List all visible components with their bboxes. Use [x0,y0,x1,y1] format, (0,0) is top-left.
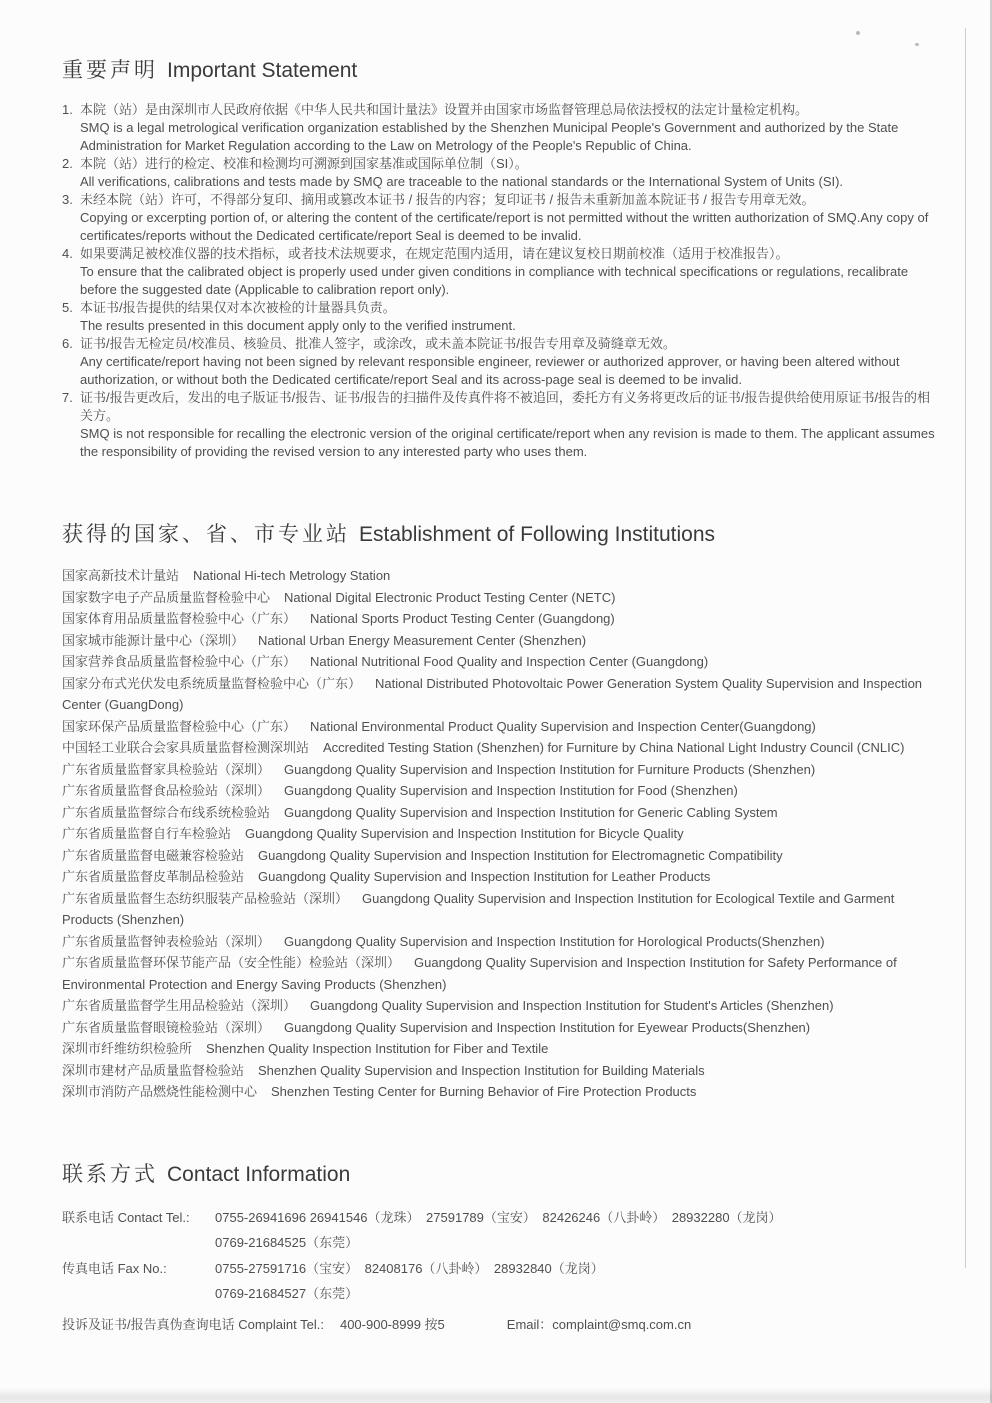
institution-en: Guangdong Quality Supervision and Inspection Institution for Bicycle Quality [245,826,684,841]
important-statement-title-en: Important Statement [167,59,358,82]
institution-item [62,780,938,802]
institution-item [62,587,938,609]
contact-title-en: Contact Information [167,1162,351,1186]
complaint-email [507,1312,691,1337]
contact-title [62,1158,938,1188]
institution-item [62,1017,938,1039]
institution-en: Guangdong Quality Supervision and Inspection Institution for Student's Articles (Shenzhen) [310,998,834,1013]
statement-text-zh: 本院（站）进行的检定、校准和检测均可溯源到国家基准或国际单位制（SI）。 [80,156,528,171]
institution-zh: 广东省质量监督自行车检验站 [62,826,232,841]
institution-item [62,1038,938,1060]
institution-item [62,802,938,824]
contact-rows [62,1205,938,1337]
statement-text-zh: 证书/报告更改后，发出的电子版证书/报告、证书/报告的扫描件及传真件将不被追回，委托方有义务将更改后的证书/报告提供给使用原证书/报告的相关方。 [80,390,931,423]
institution-item [62,1060,938,1082]
institution-zh: 广东省质量监督学生用品检验站（深圳） [62,998,297,1013]
institution-zh: 国家分布式光伏发电系统质量监督检验中心（广东） [62,675,362,691]
statement-text-en: SMQ is a legal metrological verification organization established by the Shenzhen Municipal People's Government and authorized by the State Administration for Market Regulation according to the Law on Metrology of the People's Republic of China. [80,120,899,153]
institution-en: National Hi-tech Metrology Station [193,568,391,583]
institution-en: Guangdong Quality Supervision and Inspection Institution for Furniture Products (Shenzhen) [284,761,816,777]
institution-item [62,866,938,888]
statement-text-en: All verifications, calibrations and tests made by SMQ are traceable to the national standards or the International System of Units (SI). [80,174,844,189]
institution-en: Shenzhen Testing Center for Burning Behavior of Fire Protection Products [271,1084,697,1099]
institutions-title-zh: 获得的国家、省、市专业站 [62,523,350,546]
institution-item [62,952,938,995]
email-label: Email： [506,1316,553,1332]
institution-item [62,759,938,781]
institution-en: Accredited Testing Station (Shenzhen) for Furniture by China National Light Industry Council (CNLIC) [323,740,905,755]
statement-item-3 [62,191,938,245]
institution-zh: 广东省质量监督综合布线系统检验站 [62,804,271,820]
statement-text-en: Any certificate/report having not been signed by relevant responsible engineer, reviewer or authorized approver, or having been altered without authorization, or without both the Dedicated certificate/report Seal and its across-page seal is deemed to be invalid. [80,354,900,387]
contact-fax-line2: 0769-21684527（东莞） [215,1285,359,1301]
institutions-section [62,518,938,1103]
institution-item [62,995,938,1017]
statement-text-zh: 如果要满足被校准仪器的技术指标，或者技术法规要求，在规定范围内适用，请在建议复校日期前校准（适用于校准报告）。 [80,246,789,261]
complaint-label: 投诉及证书/报告真伪查询电话 Complaint Tel.: [62,1316,324,1332]
statement-text-en: Copying or excerpting portion of, or altering the content of the certificate/report is not permitted without the written authorization of SMQ.Any copy of certificates/reports without the Dedicated certificate/report Seal is deemed to be invalid. [80,210,929,243]
contact-title-zh: 联系方式 [62,1162,158,1186]
institution-en: National Sports Product Testing Center (Guangdong) [310,611,615,626]
statement-item-7 [62,389,938,461]
institution-en: Guangdong Quality Supervision and Inspection Institution for Electromagnetic Compatibility [258,847,783,863]
institution-en: Guangdong Quality Supervision and Inspection Institution for Eyewear Products(Shenzhen) [284,1019,811,1035]
complaint-tel-number: 400-900-8999 按5 [339,1316,445,1332]
institution-zh: 广东省质量监督皮革制品检验站 [62,869,245,884]
institution-zh: 广东省质量监督家具检验站（深圳） [62,761,271,777]
statement-number: 1. [62,102,73,117]
institution-zh: 国家数字电子产品质量监督检验中心 [62,589,271,605]
institution-en: National Environmental Product Quality Supervision and Inspection Center(Guangdong) [310,718,816,734]
contact-fax-line1: 0755-27591716（宝安） 82408176（八卦岭） 28932840（龙岗） [215,1260,604,1276]
institution-zh: 广东省质量监督眼镜检验站（深圳） [62,1019,271,1035]
statement-item-1 [62,101,938,155]
contact-fax-value [215,1256,604,1306]
statement-number: 6. [62,336,73,351]
institution-en: Guangdong Quality Supervision and Inspection Institution for Safety Performance of Environmental Protection and Energy Saving Products (Shenzhen) [62,955,897,992]
institution-en: National Urban Energy Measurement Center (Shenzhen) [258,632,587,648]
contact-section [62,1158,938,1337]
statement-number: 3. [62,192,73,207]
institution-en: Guangdong Quality Supervision and Inspection Institution for Leather Products [258,869,711,884]
institution-zh: 国家体育用品质量监督检验中心（广东） [62,611,297,626]
institution-zh: 广东省质量监督食品检验站（深圳） [62,783,271,798]
institution-item [62,651,938,673]
contact-tel-line2: 0769-21684525（东莞） [215,1234,359,1250]
statement-item-6 [62,335,938,389]
statement-number: 5. [62,300,73,315]
institution-en: National Distributed Photovoltaic Power Generation System Quality Supervision and Inspection Center (GuangDong) [62,675,923,712]
statement-text-zh: 本院（站）是由深圳市人民政府依据《中华人民共和国计量法》设置并由国家市场监督管理总局依法授权的法定计量检定机构。 [80,102,809,117]
statement-text-zh: 本证书/报告提供的结果仅对本次被检的计量器具负责。 [80,300,396,315]
contact-tel-value [215,1205,782,1255]
institution-zh: 国家高新技术计量站 [62,568,180,583]
important-statement-title-zh: 重要声明 [62,59,158,82]
contact-tel-line1: 0755-26941696 26941546（龙珠） 27591789（宝安） 82426246（八卦岭） 28932280（龙岗） [215,1209,782,1225]
institutions-title-en: Establishment of Following Institutions [359,523,716,546]
institution-item [62,823,938,845]
institution-en: Shenzhen Quality Supervision and Inspection Institution for Building Materials [258,1062,705,1078]
scan-artifact-bottom-shadow [0,1388,992,1403]
institution-item [62,673,938,716]
institution-zh: 广东省质量监督环保节能产品（安全性能）检验站（深圳） [62,955,401,970]
institutions-title [62,518,938,548]
institution-zh: 广东省质量监督钟表检验站（深圳） [62,933,271,949]
statement-item-2 [62,155,938,191]
institution-en: National Nutritional Food Quality and Inspection Center (Guangdong) [310,654,709,669]
institution-item [62,931,938,953]
statement-text-en: To ensure that the calibrated object is properly used under given conditions in compliance with technical specifications or regulations, recalibrate before the suggested date (Applicable to calibration report only). [80,264,909,297]
institution-en: Guangdong Quality Supervision and Inspection Institution for Ecological Textile and Garment Products (Shenzhen) [62,890,895,927]
important-statement-title [62,54,938,84]
institution-zh: 深圳市建材产品质量监督检验站 [62,1062,245,1078]
institution-zh: 广东省质量监督生态纺织服装产品检验站（深圳） [62,890,349,906]
statement-text-zh: 未经本院（站）许可，不得部分复印、摘用或篡改本证书 / 报告的内容；复印证书 / 报告未重新加盖本院证书 / 报告专用章无效。 [80,192,815,207]
institution-item [62,737,938,759]
statement-text-zh: 证书/报告无检定员/校准员、核验员、批准人签字，或涂改，或未盖本院证书/报告专用章及骑缝章无效。 [80,336,676,351]
institution-item [62,888,938,931]
statement-text-en: SMQ is not responsible for recalling the electronic version of the original certificate/report when any revision is made to them. The applicant assumes the responsibility of providing the revised version to any interested party who uses them. [80,426,935,459]
email-address: complaint@smq.com.cn [552,1316,692,1332]
statement-item-4 [62,245,938,299]
institution-zh: 广东省质量监督电磁兼容检验站 [62,847,245,863]
institution-en: National Digital Electronic Product Testing Center (NETC) [284,589,616,605]
contact-tel-label: 联系电话 Contact Tel.: [62,1209,190,1225]
statement-number: 7. [62,390,73,405]
institution-en: Shenzhen Quality Inspection Institution for Fiber and Textile [206,1041,549,1056]
institution-en: Guangdong Quality Supervision and Inspection Institution for Food (Shenzhen) [284,783,738,798]
institution-zh: 深圳市消防产品燃烧性能检测中心 [62,1084,258,1099]
institution-en: Guangdong Quality Supervision and Inspection Institution for Generic Cabling System [284,804,778,820]
important-statement-list [62,101,938,461]
institutions-list [62,565,938,1103]
contact-fax-row [62,1256,938,1306]
scan-artifact-vertical-line [965,28,966,1268]
institution-zh: 中国轻工业联合会家具质量监督检测深圳站 [62,740,310,755]
institution-item [62,845,938,867]
institution-zh: 国家环保产品质量监督检验中心（广东） [62,718,297,734]
institution-item [62,608,938,630]
institution-zh: 深圳市纤维纺织检验所 [62,1041,193,1056]
statement-number: 2. [62,156,73,171]
institution-item [62,630,938,652]
institution-item [62,565,938,587]
statement-item-5 [62,299,938,335]
statement-number: 4. [62,246,73,261]
institution-zh: 国家营养食品质量监督检验中心（广东） [62,654,297,669]
statement-text-en: The results presented in this document apply only to the verified instrument. [80,318,516,333]
institution-item [62,1081,938,1103]
contact-fax-label: 传真电话 Fax No.: [62,1260,167,1276]
contact-tel-row [62,1205,938,1255]
contact-complaint-row [62,1312,938,1337]
institution-item [62,716,938,738]
institution-zh: 国家城市能源计量中心（深圳） [62,632,245,648]
institution-en: Guangdong Quality Supervision and Inspection Institution for Horological Products(Shenzhen) [284,933,825,949]
scan-artifact-speck [856,31,860,35]
scan-artifact-speck [915,43,919,46]
